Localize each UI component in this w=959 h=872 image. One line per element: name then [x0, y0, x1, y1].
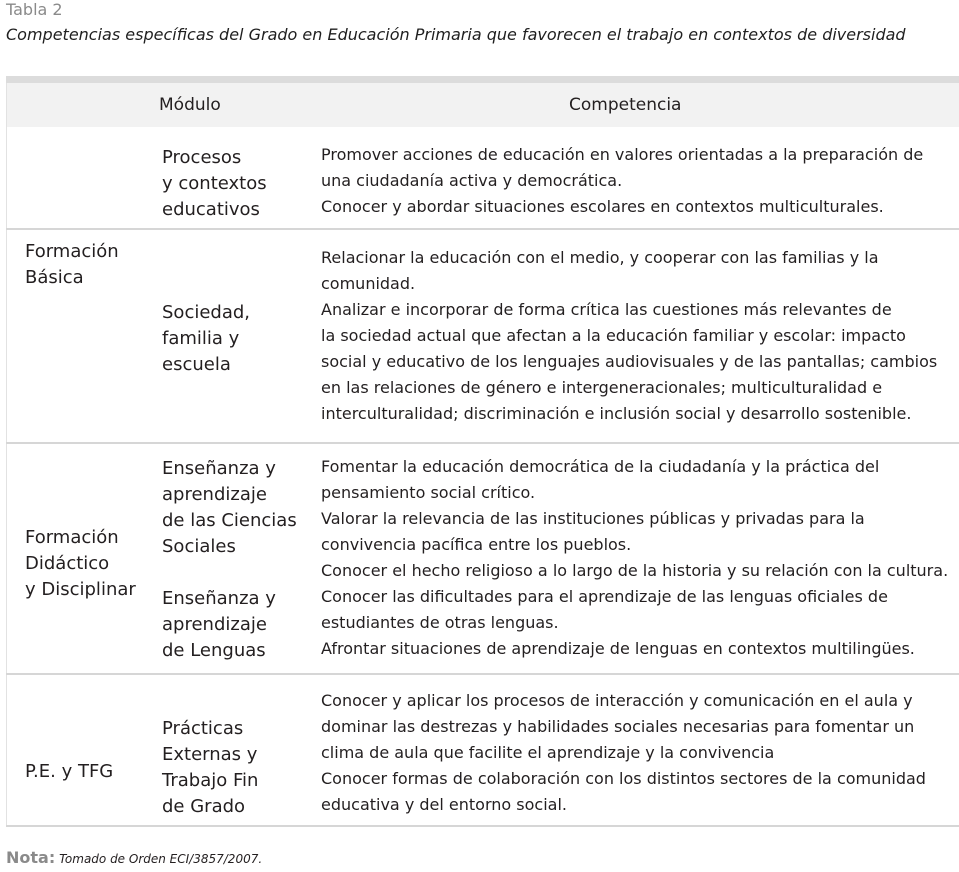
competence-line: Conocer y abordar situaciones escolares en contextos multiculturales. [321, 197, 884, 216]
competence-line: Promover acciones de educación en valores orientadas a la preparación de [321, 145, 924, 164]
competence-line: en las relaciones de género e intergeneracionales; multiculturalidad e [321, 378, 883, 397]
competence-line: educativa y del entorno social. [321, 795, 567, 814]
competence-line: Conocer el hecho religioso a lo largo de la historia y su relación con la cultura. [321, 561, 949, 580]
table-top-rule [6, 76, 959, 83]
table-left-edge [6, 83, 7, 826]
header-module: Módulo [159, 95, 221, 115]
area-cell: Formación Básica [25, 241, 119, 288]
table-note [6, 848, 262, 869]
competence-line: comunidad. [321, 274, 416, 293]
competence-line: Valorar la relevancia de las instituciones públicas y privadas para la [321, 509, 865, 528]
competence-line: dominar las destrezas y habilidades sociales necesarias para fomentar un [321, 717, 915, 736]
note-text: Tomado de Orden ECI/3857/2007. [59, 852, 263, 866]
table-bottom-rule [6, 825, 959, 827]
competence-line: Fomentar la educación democrática de la ciudadanía y la práctica del [321, 457, 880, 476]
note-label: Nota: [6, 848, 56, 867]
table-caption-title: Competencias específicas del Grado en Educación Primaria que favorecen el trabajo en contextos de diversidad [6, 25, 906, 44]
competence-line: clima de aula que facilite el aprendizaje y la convivencia [321, 743, 775, 762]
module-cell: Prácticas Externas y Trabajo Fin de Grado [162, 718, 259, 817]
area-cell: Formación Didáctico y Disciplinar [25, 527, 136, 600]
competence-line: una ciudadanía activa y democrática. [321, 171, 623, 190]
module-cell: Procesos y contextos educativos [162, 147, 267, 220]
module-cell: Enseñanza y aprendizaje de Lenguas [162, 588, 276, 661]
competence-line: interculturalidad; discriminación e inclusión social y desarrollo sostenible. [321, 404, 912, 423]
competence-line: Conocer las dificultades para el aprendizaje de las lenguas oficiales de [321, 587, 888, 606]
competence-line: pensamiento social crítico. [321, 483, 536, 502]
group-separator [6, 442, 959, 444]
module-cell: Sociedad, familia y escuela [162, 302, 251, 375]
competence-line: la sociedad actual que afectan a la educación familiar y escolar: impacto [321, 326, 906, 345]
competence-line: Conocer y aplicar los procesos de interacción y comunicación en el aula y [321, 691, 913, 710]
header-competence: Competencia [569, 95, 682, 115]
table-header-row [6, 83, 959, 127]
table-caption-label: Tabla 2 [6, 0, 63, 19]
competence-line: estudiantes de otras lenguas. [321, 613, 559, 632]
competence-line: Relacionar la educación con el medio, y cooperar con las familias y la [321, 248, 879, 267]
competence-line: convivencia pacífica entre los pueblos. [321, 535, 632, 554]
competence-line: Afrontar situaciones de aprendizaje de lenguas en contextos multilingües. [321, 639, 915, 658]
area-cell: P.E. y TFG [25, 761, 114, 782]
row-separator [6, 228, 959, 230]
competence-line: social y educativo de los lenguajes audiovisuales y de las pantallas; cambios [321, 352, 938, 371]
group-separator [6, 673, 959, 675]
module-cell: Enseñanza y aprendizaje de las Ciencias Sociales [162, 458, 297, 557]
competence-line: Analizar e incorporar de forma crítica las cuestiones más relevantes de [321, 300, 892, 319]
competence-line: Conocer formas de colaboración con los distintos sectores de la comunidad [321, 769, 926, 788]
